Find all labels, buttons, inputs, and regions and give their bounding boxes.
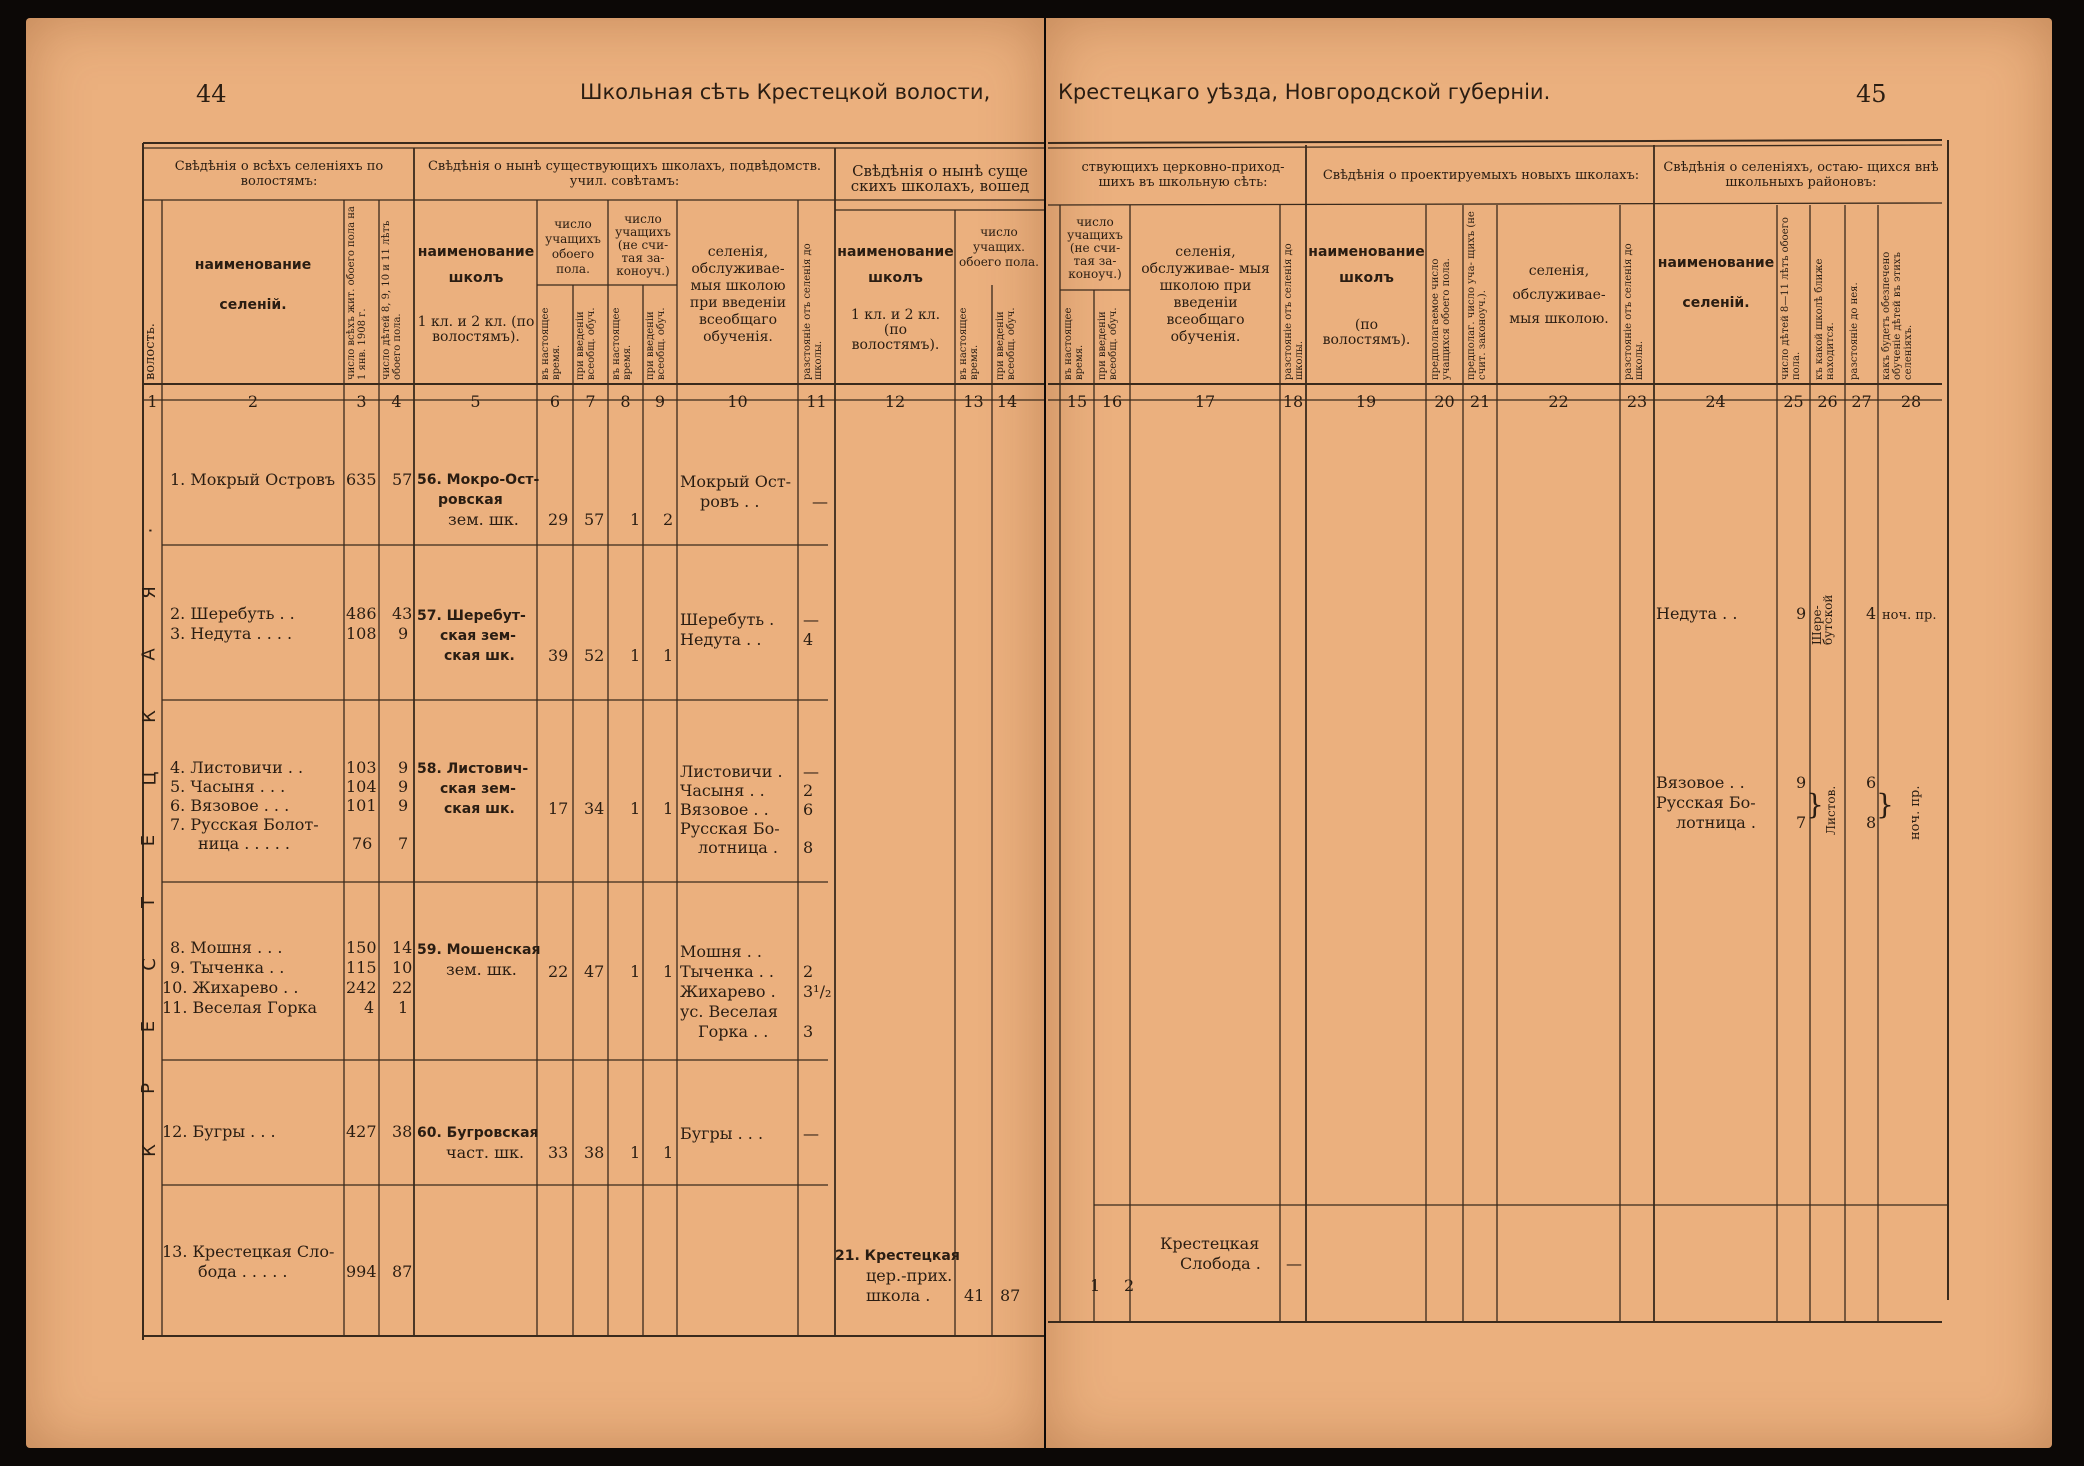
children-value: 9: [398, 777, 409, 796]
population-value: 635: [346, 470, 377, 489]
teachers-now: 1: [630, 962, 641, 981]
col-number: 3: [356, 392, 367, 411]
nearest-school: Шере- бутской: [1810, 594, 1835, 645]
col-number: 4: [391, 392, 402, 411]
served-village: Тыченка . .: [680, 962, 774, 981]
school-name: 56. Мокро-Ост-: [417, 472, 540, 488]
served-village: Вязовое . .: [680, 800, 769, 819]
school-name: 58. Листович-: [417, 761, 529, 777]
col-church-school-class-header: 1 кл. и 2 кл. (по волостямъ).: [850, 306, 941, 353]
distance-value: —: [803, 1124, 819, 1143]
col-outside-village-header: наименование селеній.: [1657, 255, 1775, 311]
distance-value: —: [812, 492, 828, 511]
school-type: зем. шк.: [446, 960, 517, 979]
village-name: 8. Мошня . . .: [170, 938, 283, 957]
brace-icon: }: [1876, 788, 1894, 821]
children-value: 38: [392, 1122, 413, 1141]
col-planned-distance-header: разстояніе отъ селенія до школы.: [1623, 243, 1645, 380]
population-value: 427: [346, 1122, 377, 1141]
col-8-header: въ настоящее время.: [611, 307, 633, 380]
volost-letter: Р: [137, 1083, 159, 1094]
col-number: 21: [1469, 392, 1491, 411]
brace-icon: }: [1806, 788, 1824, 821]
group-header-planned-schools: Свѣдѣнія о проектируемыхъ новыхъ школахъ:: [1322, 167, 1640, 183]
col-number: 18: [1282, 392, 1304, 411]
children-value: 87: [392, 1262, 413, 1281]
nearest-distance: 4: [1866, 604, 1877, 623]
col-number: 20: [1434, 392, 1455, 411]
village-name: 1. Мокрый Островъ: [170, 470, 336, 489]
children-value: 22: [392, 978, 413, 997]
col-school-name-header: наименование школъ: [417, 244, 535, 286]
col-7-header: при введеніи всеобщ. обуч.: [575, 307, 597, 380]
col-planned-students-header: предполагаемое число учащихся обоего пола.: [1430, 258, 1452, 380]
teachers-universal: 1: [663, 1143, 674, 1162]
outside-village-name: Русская Бо-: [1656, 793, 1756, 812]
population-value: 115: [346, 958, 377, 977]
village-name: 12. Бугры . . .: [162, 1122, 276, 1141]
col-16-header: при введеніи всеобщ. обуч.: [1097, 307, 1119, 380]
students-universal: 47: [584, 962, 605, 981]
col-nearest-school-header: къ какой школѣ ближе находится.: [1814, 258, 1836, 380]
school-name: 60. Бугровская: [417, 1125, 539, 1141]
volost-letter: К: [138, 710, 160, 723]
outside-children-value: 7: [1796, 813, 1807, 832]
col-number: 9: [654, 392, 666, 411]
population-value: 4: [364, 998, 375, 1017]
children-value: 10: [392, 958, 413, 977]
served-village: Шеребуть .: [680, 610, 775, 629]
col-planned-school-volost-header: (по волостямъ).: [1322, 317, 1411, 348]
col-number: 1: [147, 392, 158, 411]
population-value: 994: [346, 1262, 377, 1281]
village-name: ница . . . . .: [198, 834, 291, 853]
church-served-village: Слобода .: [1180, 1254, 1261, 1273]
col-distance-header: разстояніе отъ селенія до школы.: [802, 243, 824, 380]
served-village: Русская Бо-: [680, 819, 780, 838]
col-number: 22: [1548, 392, 1569, 411]
students-now: 33: [548, 1143, 569, 1162]
served-village: Недута . .: [680, 630, 762, 649]
provision-method: ноч. пр.: [1882, 608, 1937, 623]
village-name: 5. Часыня . . .: [170, 777, 286, 796]
served-village: ровъ . .: [700, 492, 760, 511]
col-number: 27: [1851, 392, 1872, 411]
volost-letter: Я: [138, 586, 160, 599]
col-church-teachers-header: число учащихъ (не счи- тая за- коноуч.): [1067, 214, 1123, 281]
col-number: 10: [727, 392, 748, 411]
col-6-header: въ настоящее время.: [540, 307, 562, 380]
volost-letter: К: [138, 1144, 160, 1157]
village-name: 13. Крестецкая Сло-: [162, 1242, 335, 1261]
col-planned-served-header: селенія, обслуживае- мыя школою.: [1509, 263, 1609, 327]
students-universal: 34: [584, 799, 605, 818]
village-name: 2. Шеребуть . .: [170, 604, 295, 623]
volost-letter: Т: [138, 897, 159, 908]
nearest-distance: 6: [1866, 773, 1877, 792]
col-nearest-distance-header: разстояніе до нея.: [1849, 282, 1860, 380]
col-number: 5: [470, 392, 481, 411]
col-provision-header: какъ будетъ обезпечено обученіе дѣтей въ этихъ селеніяхъ.: [1881, 251, 1914, 380]
school-name: ская шк.: [444, 801, 515, 817]
students-now: 39: [548, 646, 569, 665]
teachers-now: 1: [630, 510, 641, 529]
distance-value: 3: [803, 1022, 814, 1041]
teachers-universal: 1: [663, 646, 674, 665]
col-volost-header: волость.: [143, 323, 158, 380]
page-number-right: 45: [1856, 80, 1887, 108]
served-village: Мошня . .: [680, 942, 762, 961]
school-name: ровская: [438, 492, 503, 508]
population-value: 104: [346, 777, 377, 796]
col-13-header: въ настоящее время.: [958, 307, 980, 380]
col-number: 19: [1355, 392, 1377, 411]
served-village: ус. Веселая: [680, 1002, 778, 1021]
col-church-distance-header: разстояніе отъ селенія до школы.: [1283, 243, 1305, 380]
students-now: 29: [548, 510, 569, 529]
col-population-header: число всѣхъ жит. обоего пола на 1 янв. 1908 г.: [346, 206, 368, 380]
children-value: 9: [398, 758, 409, 777]
col-number: 6: [549, 392, 561, 411]
school-name: ская зем-: [440, 781, 516, 797]
volost-letter: Е: [138, 1020, 160, 1033]
col-children-header: число дѣтей 8, 9, 10 и 11 лѣтъ обоего пола.: [381, 220, 403, 380]
population-value: 242: [346, 978, 377, 997]
church-served-village: Крестецкая: [1160, 1234, 1260, 1253]
served-village: Бугры . . .: [680, 1124, 764, 1143]
running-title-left: Школьная сѣть Крестецкой волости,: [580, 80, 991, 104]
volost-letter: Е: [138, 834, 160, 847]
volost-letter: .: [135, 527, 157, 534]
distance-value: 3¹/₂: [803, 982, 832, 1001]
children-value: 43: [392, 604, 413, 623]
teachers-universal: 2: [663, 510, 674, 529]
children-value: 14: [392, 938, 413, 957]
students-now: 17: [548, 799, 569, 818]
population-value: 101: [346, 796, 377, 815]
school-name: ская шк.: [444, 648, 515, 664]
children-value: 57: [392, 470, 413, 489]
village-name: 7. Русская Болот-: [170, 815, 319, 834]
population-value: 150: [346, 938, 377, 957]
col-church-school-name-header: наименование школъ: [837, 244, 954, 286]
served-village: Мокрый Ост-: [680, 472, 792, 491]
col-number: 7: [585, 392, 596, 411]
church-students-universal: 87: [1000, 1286, 1021, 1305]
nearest-school: Листов.: [1824, 785, 1838, 835]
col-number: 2: [247, 392, 259, 411]
col-church-students-header: число учащих. обоего пола.: [959, 224, 1039, 269]
col-number: 8: [620, 392, 631, 411]
population-value: 76: [352, 834, 373, 853]
volost-letter: Ц: [139, 771, 161, 786]
teachers-now: 1: [630, 799, 641, 818]
outside-village-name: лотница .: [1676, 813, 1756, 832]
distance-value: 2: [803, 781, 814, 800]
group-header-existing-schools: Свѣдѣнія о нынѣ существующихъ школахъ, подвѣдомств. учил. совѣтамъ:: [427, 159, 822, 189]
teachers-now: 1: [630, 646, 641, 665]
school-name: ская зем-: [440, 628, 516, 644]
col-number: 16: [1101, 392, 1123, 411]
church-school-type: цер.-прих.: [866, 1266, 953, 1285]
col-9-header: при введеніи всеобщ. обуч.: [645, 307, 667, 380]
col-teachers-header: число учащихъ (не счи- тая за- коноуч.): [615, 211, 671, 278]
col-planned-teachers-header: предполаг. число уча- щихъ (не счит. законоуч.).: [1466, 211, 1488, 380]
col-number: 23: [1626, 392, 1648, 411]
served-village: Горка . .: [698, 1022, 769, 1041]
village-name: 10. Жихарево . .: [162, 978, 299, 997]
church-school-name: 21. Крестецкая: [835, 1248, 960, 1264]
distance-value: —: [803, 762, 819, 781]
outside-village-name: Вязовое . .: [1656, 773, 1745, 792]
col-students-header: число учащихъ обоего пола.: [545, 217, 601, 276]
village-name: 9. Тыченка . .: [170, 958, 285, 977]
church-teachers-universal: 2: [1124, 1276, 1135, 1295]
group-header-outside-villages: Свѣдѣнія о селеніяхъ, остаю- щихся внѣ школьныхъ районовъ:: [1663, 160, 1939, 190]
teachers-universal: 1: [663, 799, 674, 818]
running-title-right: Крестецкаго уѣзда, Новгородской губерніи.: [1058, 80, 1551, 104]
outside-children-value: 9: [1796, 604, 1807, 623]
col-15-header: въ настоящее время.: [1063, 307, 1085, 380]
church-school-type: школа .: [866, 1286, 931, 1305]
students-now: 22: [548, 962, 569, 981]
church-teachers-now: 1: [1090, 1276, 1101, 1295]
school-type: част. шк.: [446, 1143, 525, 1162]
col-served-villages-header: селенія, обслуживае- мыя школою при введеніи всеобщаго обученія.: [689, 244, 787, 345]
population-value: 486: [346, 604, 377, 623]
nearest-distance: 8: [1866, 813, 1877, 832]
col-number: 14: [996, 392, 1018, 411]
school-type: зем. шк.: [448, 510, 519, 529]
outside-children-value: 9: [1796, 773, 1807, 792]
church-distance-value: —: [1286, 1254, 1302, 1273]
col-number: 11: [806, 392, 827, 411]
teachers-now: 1: [630, 1143, 641, 1162]
group-header-church-schools-right: ствующихъ церковно-приход- шихъ въ школьную сѣть:: [1081, 160, 1285, 190]
col-number: 26: [1817, 392, 1838, 411]
col-number: 13: [963, 392, 984, 411]
served-village: Часыня . .: [680, 781, 765, 800]
population-value: 108: [346, 624, 377, 643]
group-header-church-schools-left: Свѣдѣнія о нынѣ суще скихъ школахъ, вошед: [850, 162, 1030, 195]
church-students-now: 41: [964, 1286, 985, 1305]
village-name: бода . . . . .: [198, 1262, 288, 1281]
col-number: 17: [1194, 392, 1216, 411]
children-value: 7: [398, 834, 409, 853]
volost-letter: С: [138, 958, 160, 971]
distance-value: 6: [803, 800, 814, 819]
village-name: 4. Листовичи . .: [170, 758, 304, 777]
children-value: 1: [398, 998, 409, 1017]
page-number-left: 44: [196, 80, 227, 108]
students-universal: 57: [584, 510, 605, 529]
col-planned-school-name-header: наименование школъ: [1308, 244, 1425, 286]
village-name: 11. Веселая Горка: [162, 998, 318, 1017]
distance-value: 2: [803, 962, 814, 981]
village-name: 3. Недута . . . .: [170, 624, 293, 643]
children-value: 9: [398, 624, 409, 643]
col-number: 28: [1900, 392, 1922, 411]
volost-letter: А: [138, 648, 160, 661]
village-name: 6. Вязовое . . .: [170, 796, 290, 815]
col-number: 12: [884, 392, 906, 411]
col-outside-children-header: число дѣтей 8—11 лѣтъ обоего пола.: [1780, 217, 1802, 380]
distance-value: —: [803, 610, 819, 629]
school-name: 57. Шеребут-: [417, 608, 526, 624]
col-14-header: при введеніи всеобщ. обуч.: [995, 307, 1017, 380]
col-church-served-header: селенія, обслуживае- мыя школою при введеніи всеобщаго обученія.: [1141, 244, 1270, 345]
population-value: 103: [346, 758, 377, 777]
children-value: 9: [398, 796, 409, 815]
provision-method: ноч. пр.: [1908, 785, 1923, 840]
served-village: лотница .: [698, 838, 778, 857]
served-village: Жихарево .: [680, 982, 776, 1001]
distance-value: 4: [803, 630, 814, 649]
col-number: 15: [1066, 392, 1088, 411]
col-number: 25: [1783, 392, 1804, 411]
students-universal: 52: [584, 646, 605, 665]
outside-village-name: Недута . .: [1656, 604, 1738, 623]
students-universal: 38: [584, 1143, 605, 1162]
col-number: 24: [1705, 392, 1726, 411]
teachers-universal: 1: [663, 962, 674, 981]
group-header-villages: Свѣдѣнія о всѣхъ селеніяхъ по волостямъ:: [174, 159, 384, 189]
col-village-name-header: наименование селеній.: [194, 257, 312, 313]
served-village: Листовичи .: [680, 762, 783, 781]
distance-value: 8: [803, 838, 814, 857]
col-school-class-header: 1 кл. и 2 кл. (по волостямъ).: [417, 314, 535, 345]
school-name: 59. Мошенская: [417, 942, 541, 958]
